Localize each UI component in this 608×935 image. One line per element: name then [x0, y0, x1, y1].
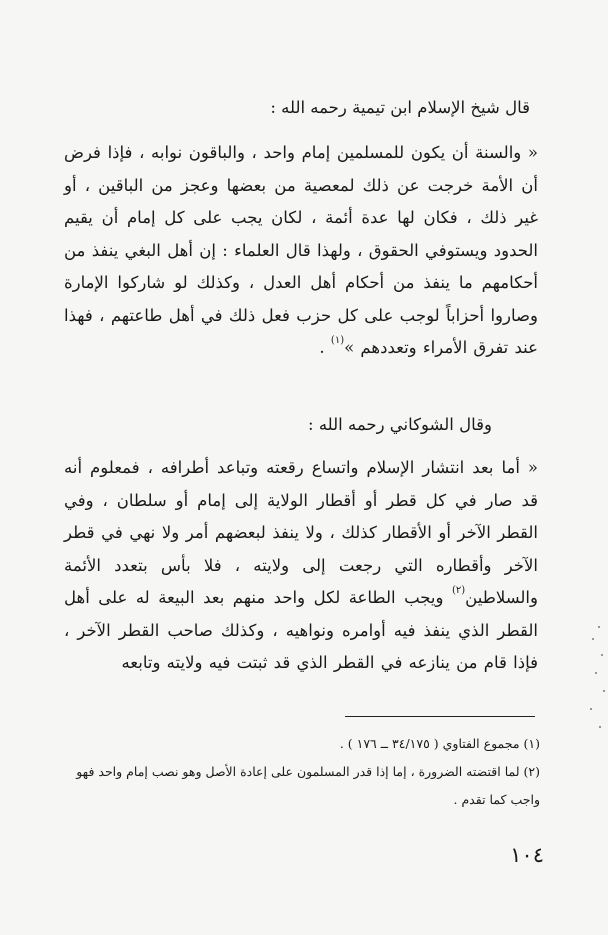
footnote-2: (٢) لما اقتضته الضرورة ، إما إذا قدر المسلمون على إعادة الأصل وهو نصب إمام واحد فهو واجب كما تقدم . — [76, 764, 540, 807]
page-number: ١٠٤ — [510, 843, 544, 867]
quote-ibn-taymiyya — [64, 137, 538, 365]
footnote-ref-1: (١) — [330, 335, 345, 346]
quote-ibn-taymiyya-tail: . — [319, 338, 331, 357]
footnote-ref-2: (٢) — [451, 585, 466, 596]
footnote-1: (١) مجموع الفتاوي ( ٣٤/١٧٥ ــ ١٧٦ ) . — [339, 736, 540, 751]
footnote-divider — [345, 716, 535, 717]
quote-ibn-taymiyya-text: « والسنة أن يكون للمسلمين إمام واحد ، والباقون نوابه ، فإذا فرض أن الأمة خرجت عن ذلك لمعصية من بعضها وعجز من الباقين ، أو غير ذلك ، فكان لها عدة أئمة ، لكان يجب على كل إمام أن يقيم الحدود ويستوفي الحقوق ، ولهذا قال العلماء : إن أهل البغي ينفذ من أحكامهم ما ينفذ من أحكام أهل العدل ، وكذلك لو شاركوا الإمارة وصاروا أحزاباً لوجب على كل حزب فعل ذلك في أهل طاعتهم ، فهذا عند تفرق الأمراء وتعددهم » — [64, 143, 538, 357]
quote-shawkani-text-after: ويجب الطاعة لكل واحد منهم بعد البيعة له على أهل القطر الذي ينفذ فيه أوامره ونواهيه ، وكذلك صاحب القطر الآخر ، فإذا قام من ينازعه في القطر الذي قد ثبتت فيه ولايته وتابعه — [64, 588, 538, 672]
scan-specks — [586, 620, 608, 750]
heading-shawkani: وقال الشوكاني رحمه الله : — [308, 415, 492, 434]
quote-shawkani — [64, 452, 538, 680]
footnotes — [60, 730, 540, 814]
quote-shawkani-text-before: « أما بعد انتشار الإسلام واتساع رقعته وتباعد أطرافه ، فمعلوم أنه قد صار في كل قطر أو أقطار الولاية إلى إمام أو سلطان ، وفي القطر الآخر أو الأقطار كذلك ، ولا ينفذ لبعضهم أمر ولا نهي في قطر الآخر وأقطاره التي رجعت إلى ولايته ، فلا بأس بتعدد الأئمة والسلاطين — [64, 458, 538, 607]
heading-ibn-taymiyya: قال شيخ الإسلام ابن تيمية رحمه الله : — [270, 98, 530, 117]
